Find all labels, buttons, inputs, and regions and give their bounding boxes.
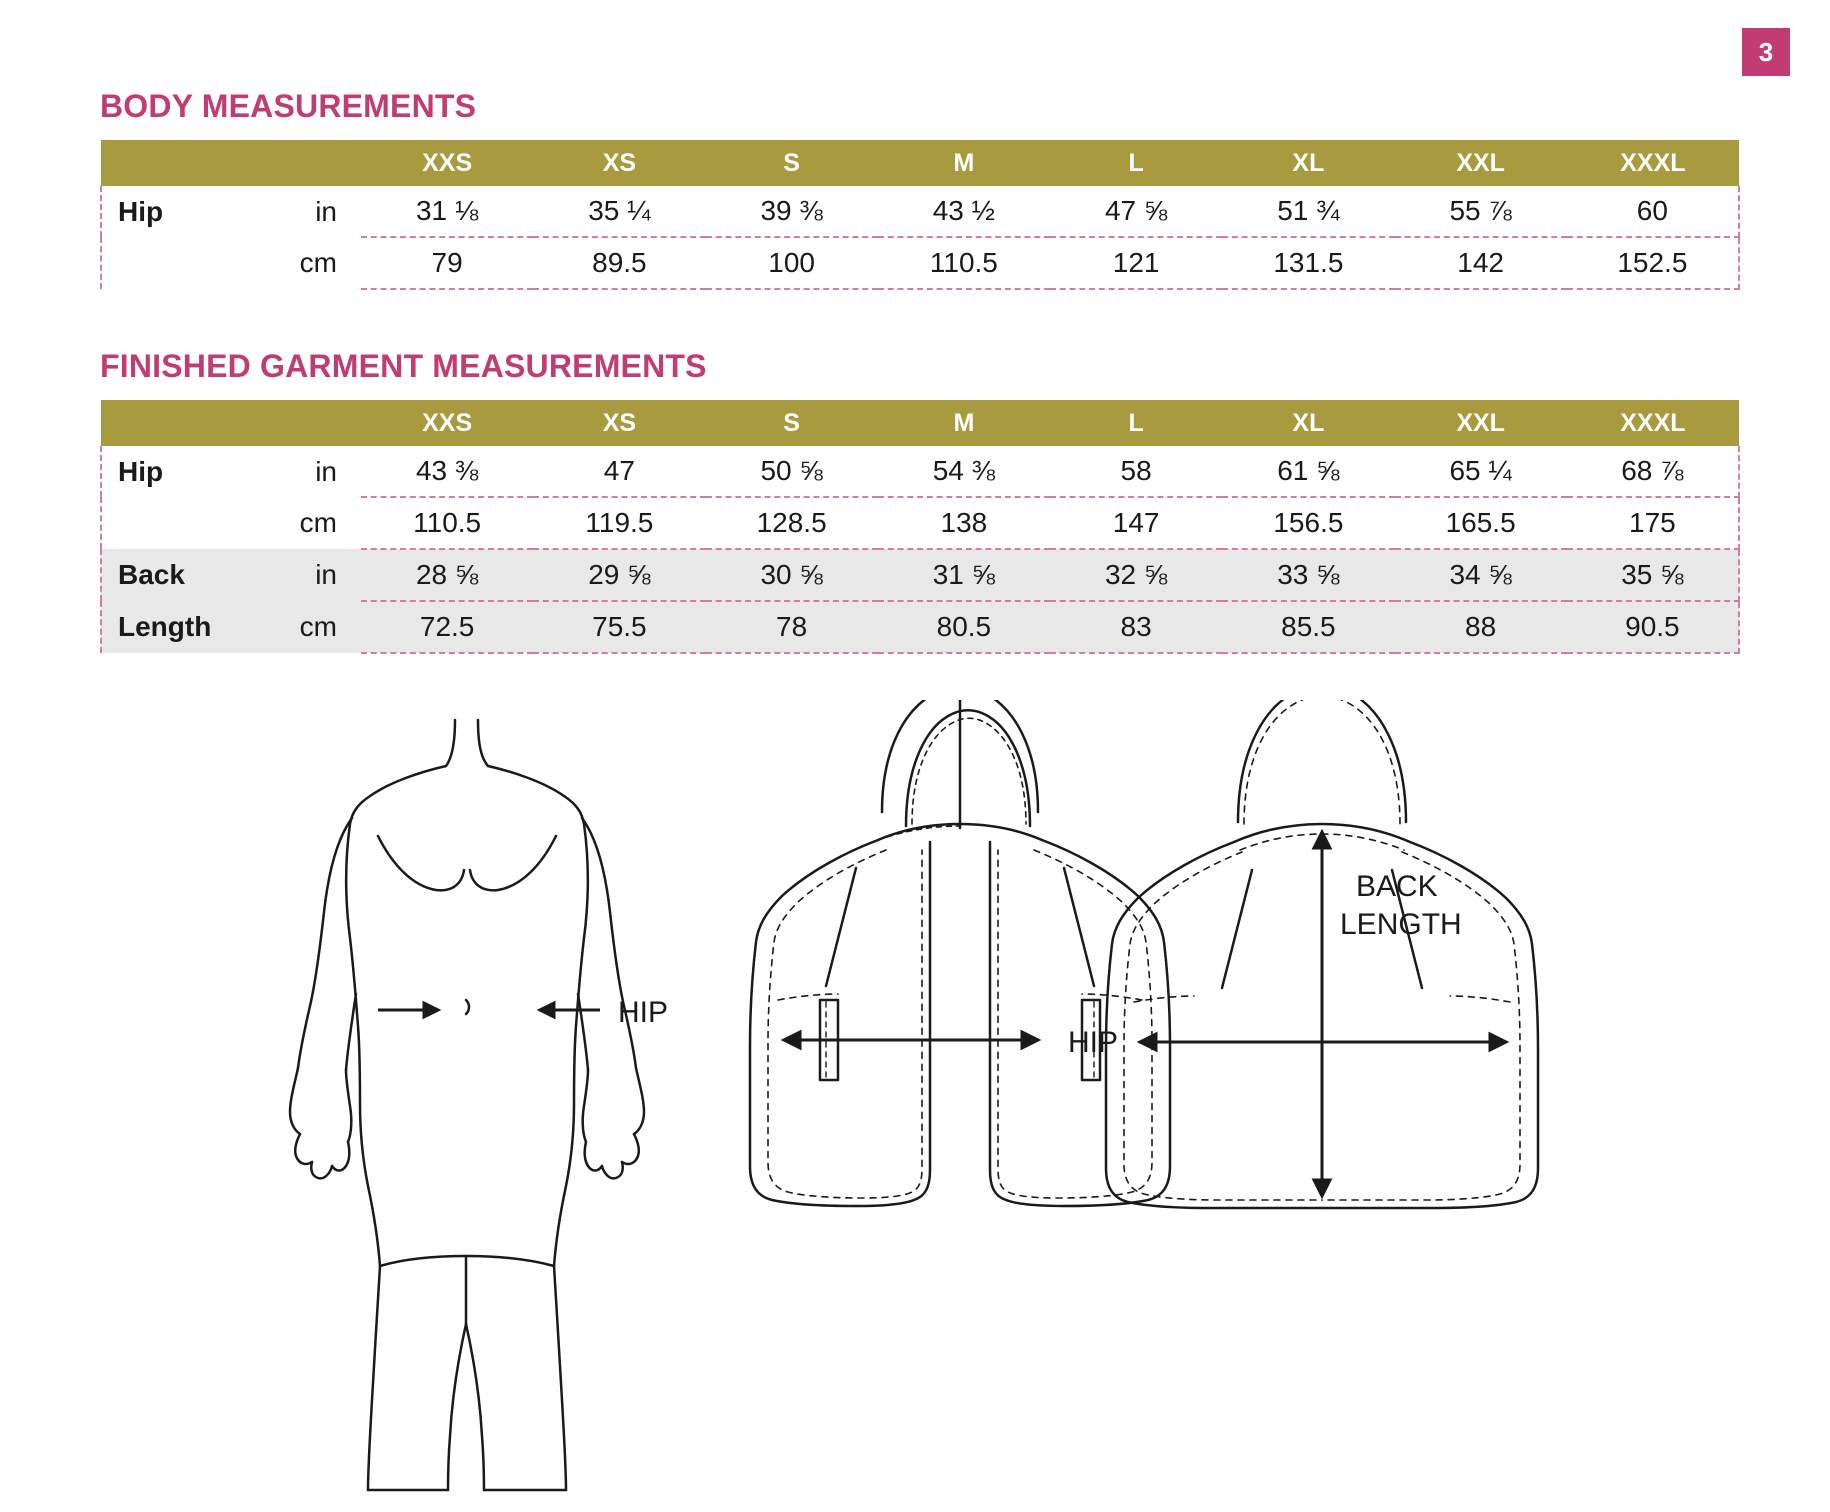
row-label-hip: Hip	[101, 186, 251, 237]
cell-hip-in-xl: 51 ¾	[1222, 186, 1394, 237]
cell-hip-in-xxl: 55 ⅞	[1395, 186, 1567, 237]
cell-fhip-cm-l: 147	[1050, 497, 1222, 549]
header-size-xxs: XXS	[361, 400, 533, 446]
table-row	[101, 497, 1739, 549]
header-size-s: S	[706, 400, 878, 446]
header-corner-unit	[251, 140, 361, 186]
cell-hip-cm-xl: 131.5	[1222, 237, 1394, 289]
header-size-xxxl: XXXL	[1567, 400, 1739, 446]
cell-back-in-m: 31 ⅝	[878, 549, 1050, 601]
header-corner-label	[101, 400, 251, 446]
cell-fhip-cm-s: 128.5	[706, 497, 878, 549]
header-size-m: M	[878, 140, 1050, 186]
header-size-s: S	[706, 140, 878, 186]
table-row	[101, 186, 1739, 237]
cell-back-cm-s: 78	[706, 601, 878, 653]
row-unit-cm: cm	[299, 247, 337, 278]
cell-fhip-cm-m: 138	[878, 497, 1050, 549]
header-size-xs: XS	[533, 400, 705, 446]
cell-hip-in-m: 43 ½	[878, 186, 1050, 237]
cell-hip-in-s: 39 ⅜	[706, 186, 878, 237]
cell-hip-cm-xxxl: 152.5	[1567, 237, 1739, 289]
table-header-row	[101, 140, 1739, 186]
header-size-xxs: XXS	[361, 140, 533, 186]
body-hip-dimension-arrow	[378, 1003, 600, 1017]
finished-measurements-table	[100, 400, 1740, 654]
cell-hip-in-xxxl: 60	[1567, 186, 1739, 237]
cell-fhip-in-xxl: 65 ¼	[1395, 446, 1567, 497]
header-size-xxl: XXL	[1395, 140, 1567, 186]
row-label-blank	[101, 497, 251, 549]
front-hip-dimension-arrow	[784, 1032, 1038, 1048]
cell-fhip-in-xs: 47	[533, 446, 705, 497]
row-label-length: Length	[101, 601, 251, 653]
cell-fhip-in-m: 54 ⅜	[878, 446, 1050, 497]
header-size-xl: XL	[1222, 140, 1394, 186]
cell-back-cm-xxs: 72.5	[361, 601, 533, 653]
back-length-label-line1: BACK	[1356, 870, 1438, 903]
cell-back-in-s: 30 ⅝	[706, 549, 878, 601]
header-size-xxl: XXL	[1395, 400, 1567, 446]
header-size-xl: XL	[1222, 400, 1394, 446]
header-corner-label	[101, 140, 251, 186]
row-unit-in: in	[315, 455, 337, 487]
female-torso-croquis	[290, 720, 644, 1490]
cell-hip-cm-s: 100	[706, 237, 878, 289]
body-measurements-table	[100, 140, 1740, 290]
table-header-row	[101, 400, 1739, 446]
cell-hip-in-xs: 35 ¼	[533, 186, 705, 237]
cell-back-cm-m: 80.5	[878, 601, 1050, 653]
row-unit-in: in	[315, 195, 337, 227]
table-row	[101, 601, 1739, 653]
header-size-xxxl: XXXL	[1567, 140, 1739, 186]
cell-hip-cm-l: 121	[1050, 237, 1222, 289]
row-label-blank	[101, 237, 251, 289]
row-label-back: Back	[101, 549, 251, 601]
cell-back-in-xxs: 28 ⅝	[361, 549, 533, 601]
cell-back-in-xl: 33 ⅝	[1222, 549, 1394, 601]
table-row	[101, 549, 1739, 601]
technical-drawings	[0, 700, 1830, 1500]
row-unit-in: in	[251, 549, 361, 601]
cell-fhip-cm-xl: 156.5	[1222, 497, 1394, 549]
cell-fhip-in-xxs: 43 ⅜	[361, 446, 533, 497]
cell-hip-cm-m: 110.5	[878, 237, 1050, 289]
cell-back-cm-xl: 85.5	[1222, 601, 1394, 653]
header-size-l: L	[1050, 400, 1222, 446]
cell-back-cm-xxl: 88	[1395, 601, 1567, 653]
header-size-l: L	[1050, 140, 1222, 186]
cell-back-cm-l: 83	[1050, 601, 1222, 653]
cell-fhip-in-s: 50 ⅝	[706, 446, 878, 497]
cell-fhip-in-xl: 61 ⅝	[1222, 446, 1394, 497]
cell-hip-cm-xs: 89.5	[533, 237, 705, 289]
front-hip-label: HIP	[1068, 1026, 1119, 1059]
table-row	[101, 237, 1739, 289]
row-unit-cm: cm	[251, 601, 361, 653]
body-hip-label: HIP	[618, 996, 669, 1029]
back-length-dimension-arrow	[1314, 832, 1330, 1196]
header-size-m: M	[878, 400, 1050, 446]
cell-back-cm-xxxl: 90.5	[1567, 601, 1739, 653]
cell-fhip-cm-xxxl: 175	[1567, 497, 1739, 549]
cell-back-cm-xs: 75.5	[533, 601, 705, 653]
cell-hip-in-xxs: 31 ⅛	[361, 186, 533, 237]
row-label-hip: Hip	[101, 446, 251, 497]
finished-measurements-title: FINISHED GARMENT MEASUREMENTS	[100, 348, 707, 384]
cell-back-in-xxl: 34 ⅝	[1395, 549, 1567, 601]
header-size-xs: XS	[533, 140, 705, 186]
page-number-badge: 3	[1742, 28, 1790, 76]
cell-fhip-cm-xxl: 165.5	[1395, 497, 1567, 549]
cell-hip-cm-xxl: 142	[1395, 237, 1567, 289]
cell-back-in-xs: 29 ⅝	[533, 549, 705, 601]
cell-fhip-cm-xs: 119.5	[533, 497, 705, 549]
back-length-label-line2: LENGTH	[1340, 908, 1462, 941]
header-corner-unit	[251, 400, 361, 446]
table-row	[101, 446, 1739, 497]
cell-hip-in-l: 47 ⅝	[1050, 186, 1222, 237]
cell-fhip-in-l: 58	[1050, 446, 1222, 497]
cell-hip-cm-xxs: 79	[361, 237, 533, 289]
cell-back-in-l: 32 ⅝	[1050, 549, 1222, 601]
row-unit-cm: cm	[299, 507, 337, 538]
cell-back-in-xxxl: 35 ⅝	[1567, 549, 1739, 601]
body-measurements-title: BODY MEASUREMENTS	[100, 88, 477, 124]
cell-fhip-cm-xxs: 110.5	[361, 497, 533, 549]
cell-fhip-in-xxxl: 68 ⅞	[1567, 446, 1739, 497]
